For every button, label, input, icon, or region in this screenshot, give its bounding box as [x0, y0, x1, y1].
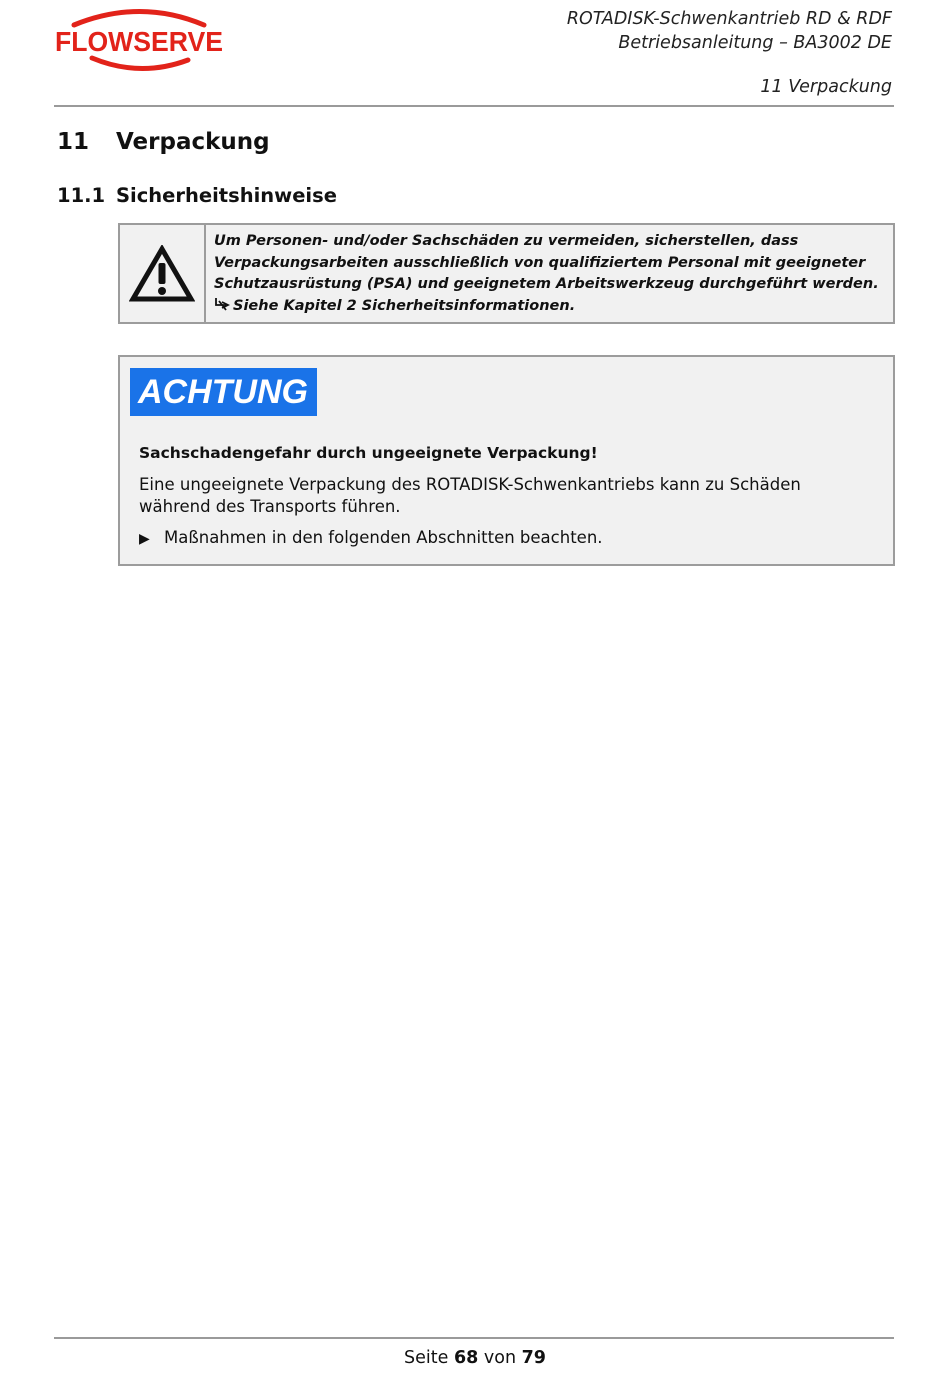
- section-title: Sicherheitshinweise: [116, 184, 337, 207]
- chapter-number: 11: [57, 129, 90, 155]
- flowserve-logo: [52, 6, 227, 72]
- cross-reference-arrow-icon: [214, 297, 230, 312]
- safety-reference-text: Siehe Kapitel 2 Sicherheitsinformationen.: [233, 297, 576, 314]
- safety-text-cell: [206, 225, 893, 322]
- warning-triangle-icon: [129, 245, 195, 303]
- footer-rule: [54, 1337, 894, 1339]
- header-rule: [54, 105, 894, 107]
- footer-middle: von: [483, 1348, 517, 1368]
- section-number: 11.1: [57, 184, 106, 207]
- section-heading: [57, 184, 337, 207]
- safety-text: Um Personen- und/oder Sachschäden zu vermeiden, sicherstellen, dass Verpackungsarbeiten ausschließlich von qualifiziertem Personal mit geeigneter Schutzausrüstung (PSA) und geeignetem Arbeitswerkzeug durchgeführt werden.: [214, 233, 879, 292]
- footer-total-pages: 79: [521, 1348, 546, 1368]
- notice-badge: ACHTUNG: [130, 368, 317, 416]
- chapter-heading: [57, 129, 270, 155]
- footer-prefix: Seite: [404, 1348, 449, 1368]
- page-footer: [0, 1348, 950, 1368]
- chapter-title: Verpackung: [116, 129, 270, 155]
- notice-action: [139, 528, 603, 547]
- document-subtitle: Betriebsanleitung – BA3002 DE: [618, 33, 892, 53]
- notice-body: Eine ungeeignete Verpackung des ROTADISK-Schwenkantriebs kann zu Schäden während des Transports führen.: [139, 475, 801, 516]
- document-title: ROTADISK-Schwenkantrieb RD & RDF: [566, 9, 892, 29]
- running-section-title: 11 Verpackung: [760, 77, 892, 97]
- safety-reference: [214, 296, 887, 318]
- notice-title: Sachschadengefahr durch ungeeignete Verpackung!: [139, 444, 598, 462]
- triangle-bullet-icon: ▶: [139, 531, 150, 547]
- notice-action-text: Maßnahmen in den folgenden Abschnitten beachten.: [164, 528, 603, 547]
- safety-note-box: [118, 223, 895, 324]
- logo-text: FLOWSERVE: [55, 26, 223, 57]
- safety-icon-cell: [120, 225, 206, 322]
- notice-box: [118, 355, 895, 566]
- footer-page-number: 68: [453, 1348, 479, 1368]
